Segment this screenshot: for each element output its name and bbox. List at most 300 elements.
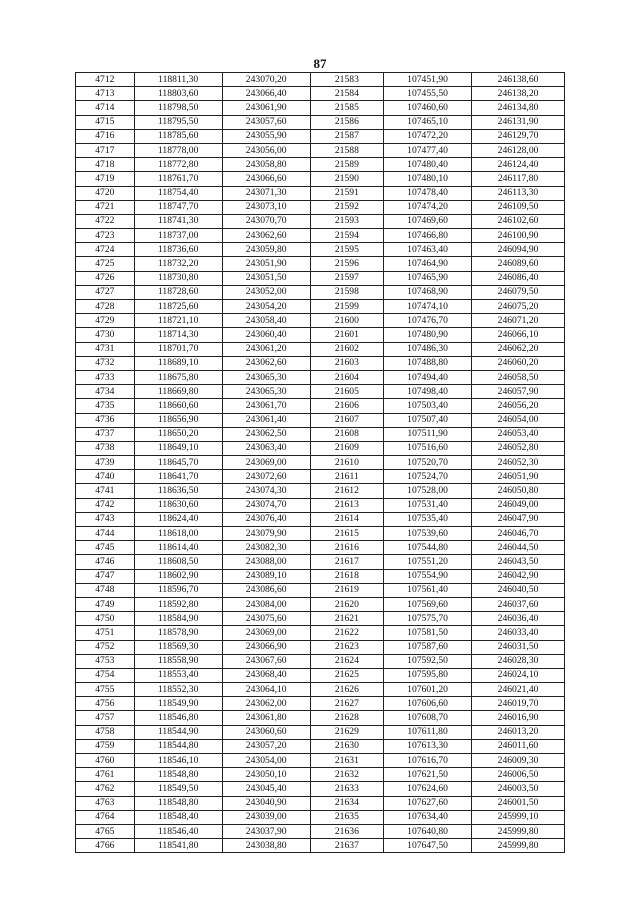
point-id-right-cell: 21595 — [310, 243, 383, 257]
y-coordinate-right-cell: 246013,20 — [472, 725, 565, 739]
table-row — [76, 527, 565, 541]
x-coordinate-left-cell: 118660,60 — [134, 399, 222, 413]
y-coordinate-right-cell: 246089,60 — [472, 257, 565, 271]
point-id-right-cell: 21619 — [310, 583, 383, 597]
y-coordinate-right-cell: 246062,20 — [472, 342, 565, 356]
point-id-left-cell: 4713 — [76, 87, 135, 101]
table-row — [76, 824, 565, 838]
point-id-right-cell: 21585 — [310, 101, 383, 115]
y-coordinate-left-cell: 243055,90 — [222, 129, 310, 143]
x-coordinate-right-cell: 107595,80 — [384, 668, 472, 682]
y-coordinate-right-cell: 246009,30 — [472, 754, 565, 768]
x-coordinate-left-cell: 118721,10 — [134, 314, 222, 328]
point-id-right-cell: 21608 — [310, 427, 383, 441]
table-row — [76, 413, 565, 427]
point-id-left-cell: 4756 — [76, 697, 135, 711]
y-coordinate-left-cell: 243039,00 — [222, 810, 310, 824]
table-row — [76, 541, 565, 555]
x-coordinate-right-cell: 107611,80 — [384, 725, 472, 739]
x-coordinate-right-cell: 107455,50 — [384, 87, 472, 101]
x-coordinate-left-cell: 118737,00 — [134, 229, 222, 243]
point-id-right-cell: 21583 — [310, 73, 383, 87]
x-coordinate-right-cell: 107451,90 — [384, 73, 472, 87]
point-id-left-cell: 4736 — [76, 413, 135, 427]
y-coordinate-left-cell: 243061,40 — [222, 413, 310, 427]
table-row — [76, 754, 565, 768]
x-coordinate-right-cell: 107464,90 — [384, 257, 472, 271]
x-coordinate-right-cell: 107503,40 — [384, 399, 472, 413]
y-coordinate-right-cell: 246043,50 — [472, 555, 565, 569]
point-id-right-cell: 21628 — [310, 711, 383, 725]
x-coordinate-left-cell: 118549,50 — [134, 782, 222, 796]
table-row — [76, 101, 565, 115]
point-id-left-cell: 4763 — [76, 796, 135, 810]
y-coordinate-left-cell: 243051,90 — [222, 257, 310, 271]
point-id-right-cell: 21635 — [310, 810, 383, 824]
y-coordinate-right-cell: 246044,50 — [472, 541, 565, 555]
y-coordinate-left-cell: 243052,00 — [222, 285, 310, 299]
point-id-left-cell: 4724 — [76, 243, 135, 257]
y-coordinate-right-cell: 246117,80 — [472, 172, 565, 186]
x-coordinate-right-cell: 107463,40 — [384, 243, 472, 257]
y-coordinate-right-cell: 246019,70 — [472, 697, 565, 711]
point-id-left-cell: 4746 — [76, 555, 135, 569]
y-coordinate-left-cell: 243038,80 — [222, 839, 310, 853]
point-id-right-cell: 21596 — [310, 257, 383, 271]
x-coordinate-left-cell: 118546,40 — [134, 824, 222, 838]
table-row — [76, 456, 565, 470]
point-id-left-cell: 4761 — [76, 768, 135, 782]
y-coordinate-left-cell: 243058,80 — [222, 158, 310, 172]
point-id-left-cell: 4717 — [76, 143, 135, 157]
table-row — [76, 143, 565, 157]
y-coordinate-right-cell: 246033,40 — [472, 626, 565, 640]
point-id-left-cell: 4757 — [76, 711, 135, 725]
y-coordinate-right-cell: 246050,80 — [472, 484, 565, 498]
y-coordinate-left-cell: 243079,90 — [222, 527, 310, 541]
point-id-left-cell: 4729 — [76, 314, 135, 328]
x-coordinate-left-cell: 118544,90 — [134, 725, 222, 739]
table-row — [76, 328, 565, 342]
point-id-right-cell: 21636 — [310, 824, 383, 838]
table-row — [76, 243, 565, 257]
y-coordinate-right-cell: 246024,10 — [472, 668, 565, 682]
y-coordinate-right-cell: 246129,70 — [472, 129, 565, 143]
y-coordinate-left-cell: 243076,40 — [222, 512, 310, 526]
y-coordinate-left-cell: 243040,90 — [222, 796, 310, 810]
table-row — [76, 597, 565, 611]
y-coordinate-left-cell: 243069,00 — [222, 456, 310, 470]
point-id-left-cell: 4764 — [76, 810, 135, 824]
x-coordinate-left-cell: 118701,70 — [134, 342, 222, 356]
table-row — [76, 385, 565, 399]
y-coordinate-right-cell: 246131,90 — [472, 115, 565, 129]
y-coordinate-right-cell: 246011,60 — [472, 739, 565, 753]
x-coordinate-left-cell: 118553,40 — [134, 668, 222, 682]
x-coordinate-left-cell: 118569,30 — [134, 640, 222, 654]
y-coordinate-left-cell: 243059,80 — [222, 243, 310, 257]
point-id-right-cell: 21597 — [310, 271, 383, 285]
y-coordinate-right-cell: 246057,90 — [472, 385, 565, 399]
point-id-left-cell: 4712 — [76, 73, 135, 87]
x-coordinate-left-cell: 118546,80 — [134, 711, 222, 725]
table-row — [76, 498, 565, 512]
point-id-left-cell: 4758 — [76, 725, 135, 739]
point-id-left-cell: 4714 — [76, 101, 135, 115]
x-coordinate-left-cell: 118584,90 — [134, 612, 222, 626]
y-coordinate-right-cell: 246138,60 — [472, 73, 565, 87]
x-coordinate-right-cell: 107480,40 — [384, 158, 472, 172]
table-row — [76, 583, 565, 597]
y-coordinate-left-cell: 243064,10 — [222, 683, 310, 697]
y-coordinate-right-cell: 246086,40 — [472, 271, 565, 285]
point-id-right-cell: 21601 — [310, 328, 383, 342]
x-coordinate-right-cell: 107592,50 — [384, 654, 472, 668]
x-coordinate-right-cell: 107539,60 — [384, 527, 472, 541]
coordinates-table-body — [76, 73, 565, 853]
y-coordinate-left-cell: 243056,00 — [222, 143, 310, 157]
point-id-left-cell: 4734 — [76, 385, 135, 399]
point-id-right-cell: 21637 — [310, 839, 383, 853]
x-coordinate-right-cell: 107608,70 — [384, 711, 472, 725]
y-coordinate-left-cell: 243054,20 — [222, 300, 310, 314]
table-row — [76, 470, 565, 484]
point-id-right-cell: 21617 — [310, 555, 383, 569]
table-row — [76, 314, 565, 328]
table-row — [76, 810, 565, 824]
y-coordinate-right-cell: 246001,50 — [472, 796, 565, 810]
y-coordinate-left-cell: 243057,20 — [222, 739, 310, 753]
x-coordinate-left-cell: 118778,00 — [134, 143, 222, 157]
point-id-left-cell: 4719 — [76, 172, 135, 186]
y-coordinate-left-cell: 243060,40 — [222, 328, 310, 342]
x-coordinate-right-cell: 107472,20 — [384, 129, 472, 143]
point-id-right-cell: 21605 — [310, 385, 383, 399]
x-coordinate-right-cell: 107621,50 — [384, 768, 472, 782]
table-row — [76, 214, 565, 228]
point-id-left-cell: 4754 — [76, 668, 135, 682]
y-coordinate-left-cell: 243066,90 — [222, 640, 310, 654]
point-id-left-cell: 4720 — [76, 186, 135, 200]
y-coordinate-left-cell: 243089,10 — [222, 569, 310, 583]
y-coordinate-right-cell: 246051,90 — [472, 470, 565, 484]
point-id-left-cell: 4732 — [76, 356, 135, 370]
point-id-left-cell: 4733 — [76, 370, 135, 384]
y-coordinate-left-cell: 243066,60 — [222, 172, 310, 186]
point-id-right-cell: 21630 — [310, 739, 383, 753]
y-coordinate-right-cell: 246036,40 — [472, 612, 565, 626]
point-id-left-cell: 4735 — [76, 399, 135, 413]
x-coordinate-right-cell: 107531,40 — [384, 498, 472, 512]
table-row — [76, 739, 565, 753]
x-coordinate-right-cell: 107474,10 — [384, 300, 472, 314]
y-coordinate-left-cell: 243067,60 — [222, 654, 310, 668]
y-coordinate-right-cell: 246058,50 — [472, 370, 565, 384]
point-id-left-cell: 4728 — [76, 300, 135, 314]
point-id-right-cell: 21618 — [310, 569, 383, 583]
point-id-left-cell: 4745 — [76, 541, 135, 555]
y-coordinate-left-cell: 243062,50 — [222, 427, 310, 441]
y-coordinate-right-cell: 246040,50 — [472, 583, 565, 597]
table-row — [76, 257, 565, 271]
point-id-right-cell: 21604 — [310, 370, 383, 384]
point-id-left-cell: 4749 — [76, 597, 135, 611]
y-coordinate-left-cell: 243065,30 — [222, 385, 310, 399]
table-row — [76, 612, 565, 626]
point-id-right-cell: 21616 — [310, 541, 383, 555]
point-id-left-cell: 4751 — [76, 626, 135, 640]
x-coordinate-right-cell: 107528,00 — [384, 484, 472, 498]
y-coordinate-right-cell: 246124,40 — [472, 158, 565, 172]
table-row — [76, 158, 565, 172]
point-id-left-cell: 4718 — [76, 158, 135, 172]
point-id-left-cell: 4743 — [76, 512, 135, 526]
y-coordinate-right-cell: 246016,90 — [472, 711, 565, 725]
x-coordinate-left-cell: 118747,70 — [134, 200, 222, 214]
x-coordinate-left-cell: 118728,60 — [134, 285, 222, 299]
y-coordinate-right-cell: 246003,50 — [472, 782, 565, 796]
x-coordinate-right-cell: 107460,60 — [384, 101, 472, 115]
x-coordinate-right-cell: 107465,90 — [384, 271, 472, 285]
table-row — [76, 441, 565, 455]
table-row — [76, 399, 565, 413]
point-id-left-cell: 4715 — [76, 115, 135, 129]
point-id-left-cell: 4739 — [76, 456, 135, 470]
point-id-right-cell: 21622 — [310, 626, 383, 640]
y-coordinate-right-cell: 246138,20 — [472, 87, 565, 101]
x-coordinate-left-cell: 118558,90 — [134, 654, 222, 668]
x-coordinate-left-cell: 118675,80 — [134, 370, 222, 384]
point-id-right-cell: 21610 — [310, 456, 383, 470]
y-coordinate-left-cell: 243070,20 — [222, 73, 310, 87]
x-coordinate-right-cell: 107613,30 — [384, 739, 472, 753]
point-id-left-cell: 4747 — [76, 569, 135, 583]
y-coordinate-left-cell: 243057,60 — [222, 115, 310, 129]
point-id-left-cell: 4740 — [76, 470, 135, 484]
point-id-left-cell: 4750 — [76, 612, 135, 626]
y-coordinate-left-cell: 243037,90 — [222, 824, 310, 838]
x-coordinate-right-cell: 107544,80 — [384, 541, 472, 555]
table-row — [76, 356, 565, 370]
point-id-left-cell: 4759 — [76, 739, 135, 753]
x-coordinate-right-cell: 107554,90 — [384, 569, 472, 583]
point-id-right-cell: 21612 — [310, 484, 383, 498]
y-coordinate-right-cell: 246049,00 — [472, 498, 565, 512]
x-coordinate-left-cell: 118761,70 — [134, 172, 222, 186]
x-coordinate-right-cell: 107627,60 — [384, 796, 472, 810]
point-id-left-cell: 4723 — [76, 229, 135, 243]
y-coordinate-left-cell: 243075,60 — [222, 612, 310, 626]
y-coordinate-left-cell: 243061,70 — [222, 399, 310, 413]
table-row — [76, 569, 565, 583]
point-id-right-cell: 21632 — [310, 768, 383, 782]
table-row — [76, 512, 565, 526]
y-coordinate-right-cell: 246031,50 — [472, 640, 565, 654]
x-coordinate-left-cell: 118624,40 — [134, 512, 222, 526]
point-id-right-cell: 21629 — [310, 725, 383, 739]
x-coordinate-right-cell: 107466,80 — [384, 229, 472, 243]
point-id-right-cell: 21600 — [310, 314, 383, 328]
point-id-right-cell: 21609 — [310, 441, 383, 455]
x-coordinate-right-cell: 107516,60 — [384, 441, 472, 455]
y-coordinate-left-cell: 243054,00 — [222, 754, 310, 768]
x-coordinate-left-cell: 118546,10 — [134, 754, 222, 768]
table-row — [76, 654, 565, 668]
point-id-right-cell: 21626 — [310, 683, 383, 697]
point-id-right-cell: 21589 — [310, 158, 383, 172]
x-coordinate-left-cell: 118645,70 — [134, 456, 222, 470]
point-id-right-cell: 21602 — [310, 342, 383, 356]
y-coordinate-left-cell: 243060,60 — [222, 725, 310, 739]
x-coordinate-left-cell: 118548,80 — [134, 796, 222, 810]
x-coordinate-right-cell: 107469,60 — [384, 214, 472, 228]
y-coordinate-right-cell: 246054,00 — [472, 413, 565, 427]
y-coordinate-left-cell: 243061,20 — [222, 342, 310, 356]
coordinates-table — [75, 72, 565, 853]
y-coordinate-left-cell: 243068,40 — [222, 668, 310, 682]
x-coordinate-right-cell: 107520,70 — [384, 456, 472, 470]
y-coordinate-left-cell: 243066,40 — [222, 87, 310, 101]
point-id-left-cell: 4727 — [76, 285, 135, 299]
x-coordinate-right-cell: 107488,80 — [384, 356, 472, 370]
y-coordinate-left-cell: 243071,30 — [222, 186, 310, 200]
x-coordinate-right-cell: 107465,10 — [384, 115, 472, 129]
x-coordinate-left-cell: 118732,20 — [134, 257, 222, 271]
table-row — [76, 115, 565, 129]
y-coordinate-left-cell: 243074,30 — [222, 484, 310, 498]
x-coordinate-right-cell: 107616,70 — [384, 754, 472, 768]
point-id-left-cell: 4730 — [76, 328, 135, 342]
y-coordinate-right-cell: 246052,80 — [472, 441, 565, 455]
x-coordinate-right-cell: 107474,20 — [384, 200, 472, 214]
point-id-left-cell: 4731 — [76, 342, 135, 356]
point-id-right-cell: 21603 — [310, 356, 383, 370]
point-id-right-cell: 21587 — [310, 129, 383, 143]
point-id-right-cell: 21598 — [310, 285, 383, 299]
y-coordinate-right-cell: 246006,50 — [472, 768, 565, 782]
table-row — [76, 87, 565, 101]
x-coordinate-left-cell: 118741,30 — [134, 214, 222, 228]
x-coordinate-right-cell: 107569,60 — [384, 597, 472, 611]
y-coordinate-right-cell: 246100,90 — [472, 229, 565, 243]
y-coordinate-left-cell: 243061,80 — [222, 711, 310, 725]
point-id-right-cell: 21611 — [310, 470, 383, 484]
y-coordinate-left-cell: 243050,10 — [222, 768, 310, 782]
table-row — [76, 626, 565, 640]
table-row — [76, 271, 565, 285]
table-row — [76, 555, 565, 569]
y-coordinate-left-cell: 243072,60 — [222, 470, 310, 484]
x-coordinate-left-cell: 118689,10 — [134, 356, 222, 370]
x-coordinate-left-cell: 118650,20 — [134, 427, 222, 441]
x-coordinate-right-cell: 107511,90 — [384, 427, 472, 441]
point-id-right-cell: 21606 — [310, 399, 383, 413]
x-coordinate-left-cell: 118592,80 — [134, 597, 222, 611]
x-coordinate-right-cell: 107634,40 — [384, 810, 472, 824]
point-id-left-cell: 4737 — [76, 427, 135, 441]
y-coordinate-left-cell: 243062,00 — [222, 697, 310, 711]
table-row — [76, 300, 565, 314]
point-id-right-cell: 21615 — [310, 527, 383, 541]
x-coordinate-right-cell: 107524,70 — [384, 470, 472, 484]
x-coordinate-left-cell: 118614,40 — [134, 541, 222, 555]
table-row — [76, 172, 565, 186]
point-id-left-cell: 4744 — [76, 527, 135, 541]
point-id-right-cell: 21613 — [310, 498, 383, 512]
x-coordinate-left-cell: 118772,80 — [134, 158, 222, 172]
y-coordinate-left-cell: 243084,00 — [222, 597, 310, 611]
x-coordinate-right-cell: 107551,20 — [384, 555, 472, 569]
y-coordinate-right-cell: 246053,40 — [472, 427, 565, 441]
point-id-right-cell: 21633 — [310, 782, 383, 796]
point-id-right-cell: 21588 — [310, 143, 383, 157]
y-coordinate-right-cell: 246079,50 — [472, 285, 565, 299]
point-id-right-cell: 21621 — [310, 612, 383, 626]
x-coordinate-right-cell: 107478,40 — [384, 186, 472, 200]
table-row — [76, 129, 565, 143]
point-id-left-cell: 4748 — [76, 583, 135, 597]
point-id-right-cell: 21624 — [310, 654, 383, 668]
point-id-right-cell: 21634 — [310, 796, 383, 810]
table-row — [76, 640, 565, 654]
table-row — [76, 711, 565, 725]
y-coordinate-left-cell: 243062,60 — [222, 229, 310, 243]
table-row — [76, 725, 565, 739]
x-coordinate-left-cell: 118714,30 — [134, 328, 222, 342]
table-row — [76, 285, 565, 299]
y-coordinate-right-cell: 246071,20 — [472, 314, 565, 328]
x-coordinate-left-cell: 118544,80 — [134, 739, 222, 753]
y-coordinate-right-cell: 246075,20 — [472, 300, 565, 314]
y-coordinate-right-cell: 246113,30 — [472, 186, 565, 200]
x-coordinate-right-cell: 107587,60 — [384, 640, 472, 654]
y-coordinate-left-cell: 243074,70 — [222, 498, 310, 512]
point-id-left-cell: 4760 — [76, 754, 135, 768]
x-coordinate-right-cell: 107468,90 — [384, 285, 472, 299]
x-coordinate-right-cell: 107486,30 — [384, 342, 472, 356]
point-id-left-cell: 4755 — [76, 683, 135, 697]
point-id-left-cell: 4725 — [76, 257, 135, 271]
table-row — [76, 186, 565, 200]
table-row — [76, 782, 565, 796]
x-coordinate-right-cell: 107561,40 — [384, 583, 472, 597]
x-coordinate-right-cell: 107640,80 — [384, 824, 472, 838]
y-coordinate-left-cell: 243045,40 — [222, 782, 310, 796]
x-coordinate-left-cell: 118754,40 — [134, 186, 222, 200]
y-coordinate-right-cell: 245999,80 — [472, 839, 565, 853]
x-coordinate-left-cell: 118669,80 — [134, 385, 222, 399]
y-coordinate-left-cell: 243070,70 — [222, 214, 310, 228]
x-coordinate-right-cell: 107624,60 — [384, 782, 472, 796]
y-coordinate-right-cell: 246028,30 — [472, 654, 565, 668]
point-id-right-cell: 21614 — [310, 512, 383, 526]
y-coordinate-right-cell: 245999,10 — [472, 810, 565, 824]
page-number: 87 — [313, 56, 327, 71]
point-id-left-cell: 4741 — [76, 484, 135, 498]
y-coordinate-left-cell: 243069,00 — [222, 626, 310, 640]
table-row — [76, 768, 565, 782]
x-coordinate-left-cell: 118608,50 — [134, 555, 222, 569]
table-row — [76, 342, 565, 356]
x-coordinate-right-cell: 107480,10 — [384, 172, 472, 186]
x-coordinate-right-cell: 107507,40 — [384, 413, 472, 427]
x-coordinate-left-cell: 118811,30 — [134, 73, 222, 87]
x-coordinate-right-cell: 107480,90 — [384, 328, 472, 342]
x-coordinate-left-cell: 118798,50 — [134, 101, 222, 115]
x-coordinate-right-cell: 107647,50 — [384, 839, 472, 853]
y-coordinate-left-cell: 243086,60 — [222, 583, 310, 597]
point-id-right-cell: 21627 — [310, 697, 383, 711]
